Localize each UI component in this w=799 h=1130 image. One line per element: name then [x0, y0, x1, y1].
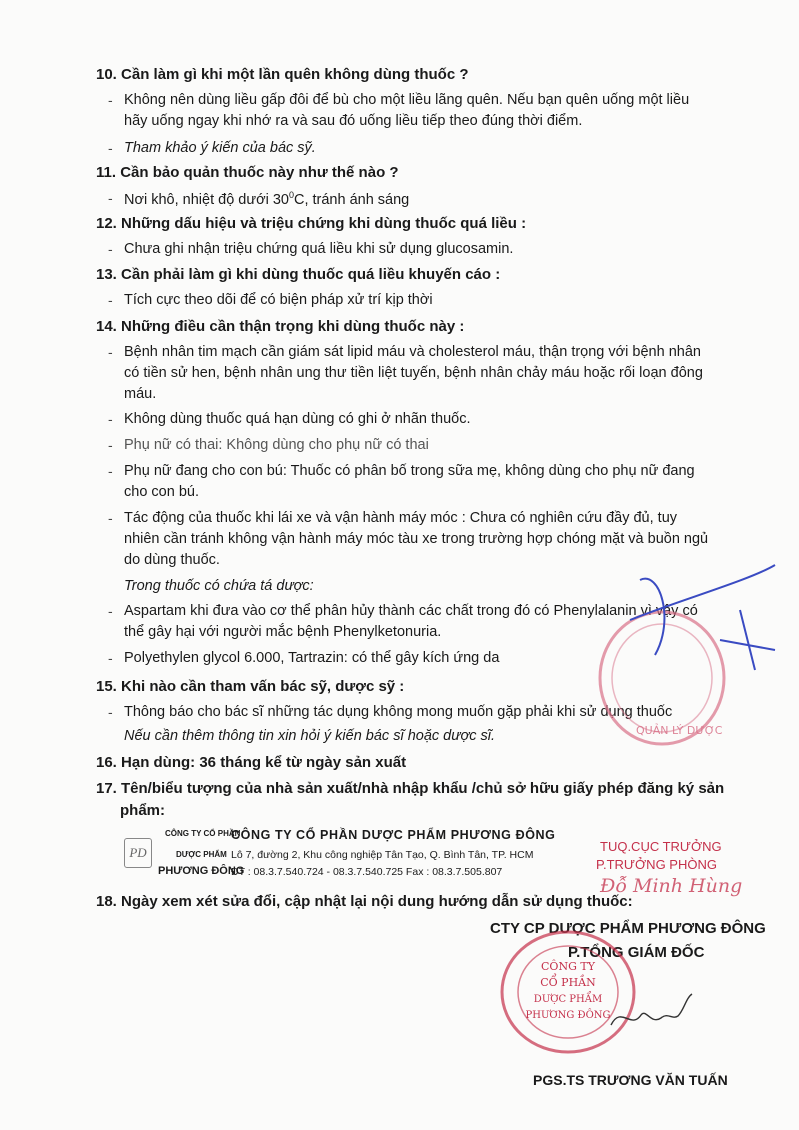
bullet-dash: - [108, 704, 113, 720]
section-17-heading-1: 17. Tên/biểu tượng của nhà sản xuất/nhà nhập khẩu /chủ sở hữu giấy phép đăng ký sản [96, 780, 725, 797]
bullet-dash: - [108, 344, 113, 360]
section-14-f2: thể gây hại với người mắc bệnh Phenylketonuria. [124, 624, 442, 640]
section-14-f1: Aspartam khi đưa vào cơ thể phân hủy thành các chất trong đó có Phenylalanin vì vậy có [124, 603, 698, 619]
approval-signature: Đỗ Minh Hùng [600, 875, 743, 897]
company-logo: PD [124, 838, 152, 868]
section-16-heading: 16. Hạn dùng: 36 tháng kể từ ngày sản xuất [96, 754, 407, 771]
section-13-line-1: Tích cực theo dõi để có biện pháp xử trí kịp thời [124, 292, 433, 308]
bullet-dash: - [108, 603, 113, 619]
section-14-g1: Polyethylen glycol 6.000, Tartrazin: có thể gây kích ứng da [124, 650, 500, 666]
stamp-line-3: DƯỢC PHẨM [533, 994, 603, 1005]
section-11-heading: 11. Cần bảo quản thuốc này như thế nào ? [96, 164, 399, 181]
section-15-heading: 15. Khi nào cần tham vấn bác sỹ, dược sỹ : [96, 678, 405, 695]
section-14-a1: Bệnh nhân tim mạch cần giám sát lipid máu và cholesterol máu, thận trọng với bệnh nhân [124, 344, 701, 360]
bullet-dash: - [108, 140, 113, 156]
bullet-dash: - [108, 510, 113, 526]
stamp-line-2: CỔ PHẦN [540, 976, 596, 989]
section-10-heading: 10. Cần làm gì khi một lần quên không dùng thuốc ? [96, 66, 469, 83]
section-18-heading: 18. Ngày xem xét sửa đổi, cập nhật lại nội dung hướng dẫn sử dụng thuốc: [96, 893, 633, 910]
blue-signature [600, 560, 790, 680]
section-11-line-1: Nơi khô, nhiệt độ dưới $30^0C$, tránh ánh sáng [124, 190, 410, 208]
section-14-d1: Phụ nữ đang cho con bú: Thuốc có phân bố trong sữa mẹ, không dùng cho phụ nữ đang [124, 463, 695, 479]
section-17-heading-2: phẩm: [120, 802, 165, 819]
section-10-line-2: hãy uống ngay khi nhớ ra và sau đó uống liều tiếp theo đúng thời điểm. [124, 113, 583, 129]
logo-line-2: DƯỢC PHẨM [176, 850, 227, 859]
section-13-heading: 13. Cần phải làm gì khi dùng thuốc quá liều khuyến cáo : [96, 266, 501, 283]
bullet-dash: - [108, 190, 113, 206]
agency-seal-text: QUẢN LÝ DƯỢC [636, 724, 723, 737]
signoff-title: P.TỔNG GIÁM ĐỐC [568, 944, 705, 961]
bullet-dash: - [108, 650, 113, 666]
logo-brand: PHƯƠNG ĐÔNG [158, 865, 245, 877]
bullet-dash: - [108, 437, 113, 453]
section-14-e3: do dùng thuốc. [124, 552, 220, 568]
company-address: Lô 7, đường 2, Khu công nghiệp Tân Tạo, Q. Bình Tân, TP. HCM [231, 849, 534, 861]
signoff-name: PGS.TS TRƯƠNG VĂN TUẤN [533, 1072, 728, 1088]
excipients-label: Trong thuốc có chứa tá dược: [124, 578, 314, 594]
section-15-line-2: Nếu cần thêm thông tin xin hỏi ý kiến bác sĩ hoặc dược sĩ. [124, 728, 495, 744]
section-14-d2: cho con bú. [124, 484, 199, 500]
bullet-dash: - [108, 241, 113, 257]
bullet-dash: - [108, 292, 113, 308]
bullet-dash: - [108, 92, 113, 108]
approval-line-1: TUQ.CỤC TRƯỞNG [600, 839, 722, 854]
section-14-c1: Phụ nữ có thai: Không dùng cho phụ nữ có thai [124, 437, 429, 453]
section-14-heading: 14. Những điều cần thận trọng khi dùng thuốc này : [96, 318, 465, 335]
director-signature [606, 990, 696, 1040]
approval-line-2: P.TRƯỞNG PHÒNG [596, 857, 717, 872]
section-10-line-3: Tham khảo ý kiến của bác sỹ. [124, 140, 316, 156]
logo-line-1: CÔNG TY CỔ PHẦN [165, 829, 241, 838]
stamp-line-4: PHƯƠNG ĐÔNG [525, 1010, 611, 1021]
section-12-heading: 12. Những dấu hiệu và triệu chứng khi dùng thuốc quá liều : [96, 215, 527, 232]
section-10-line-1: Không nên dùng liều gấp đôi để bù cho một liều lãng quên. Nếu bạn quên uống một liều [124, 92, 690, 108]
bullet-dash: - [108, 411, 113, 427]
section-14-e2: nhiên cần tránh không vận hành máy móc tàu xe trong trường hợp chóng mặt và buồn ngủ [124, 531, 709, 547]
bullet-dash: - [108, 463, 113, 479]
section-14-a2: có tiền sử hen, bệnh nhân ung thư tiền liệt tuyến, bệnh nhân chảy máu hoặc rối loạn đông [124, 365, 703, 381]
section-14-e1: Tác động của thuốc khi lái xe và vận hành máy móc : Chưa có nghiên cứu đầy đủ, tuy [124, 510, 678, 526]
section-14-b1: Không dùng thuốc quá hạn dùng có ghi ở nhãn thuốc. [124, 411, 471, 427]
section-14-a3: máu. [124, 386, 157, 402]
company-phone: ĐT : 08.3.7.540.724 - 08.3.7.540.725 Fax : 08.3.7.505.807 [231, 866, 503, 878]
signoff-company: CTY CP DƯỢC PHẨM PHƯƠNG ĐÔNG [490, 920, 766, 937]
company-name: CÔNG TY CỔ PHẦN DƯỢC PHẨM PHƯƠNG ĐÔNG [231, 828, 556, 842]
section-15-line-1: Thông báo cho bác sĩ những tác dụng không mong muốn gặp phải khi sử dụng thuốc [124, 704, 673, 720]
section-12-line-1: Chưa ghi nhận triệu chứng quá liều khi sử dụng glucosamin. [124, 241, 514, 257]
stamp-line-1: CÔNG TY [541, 960, 595, 973]
